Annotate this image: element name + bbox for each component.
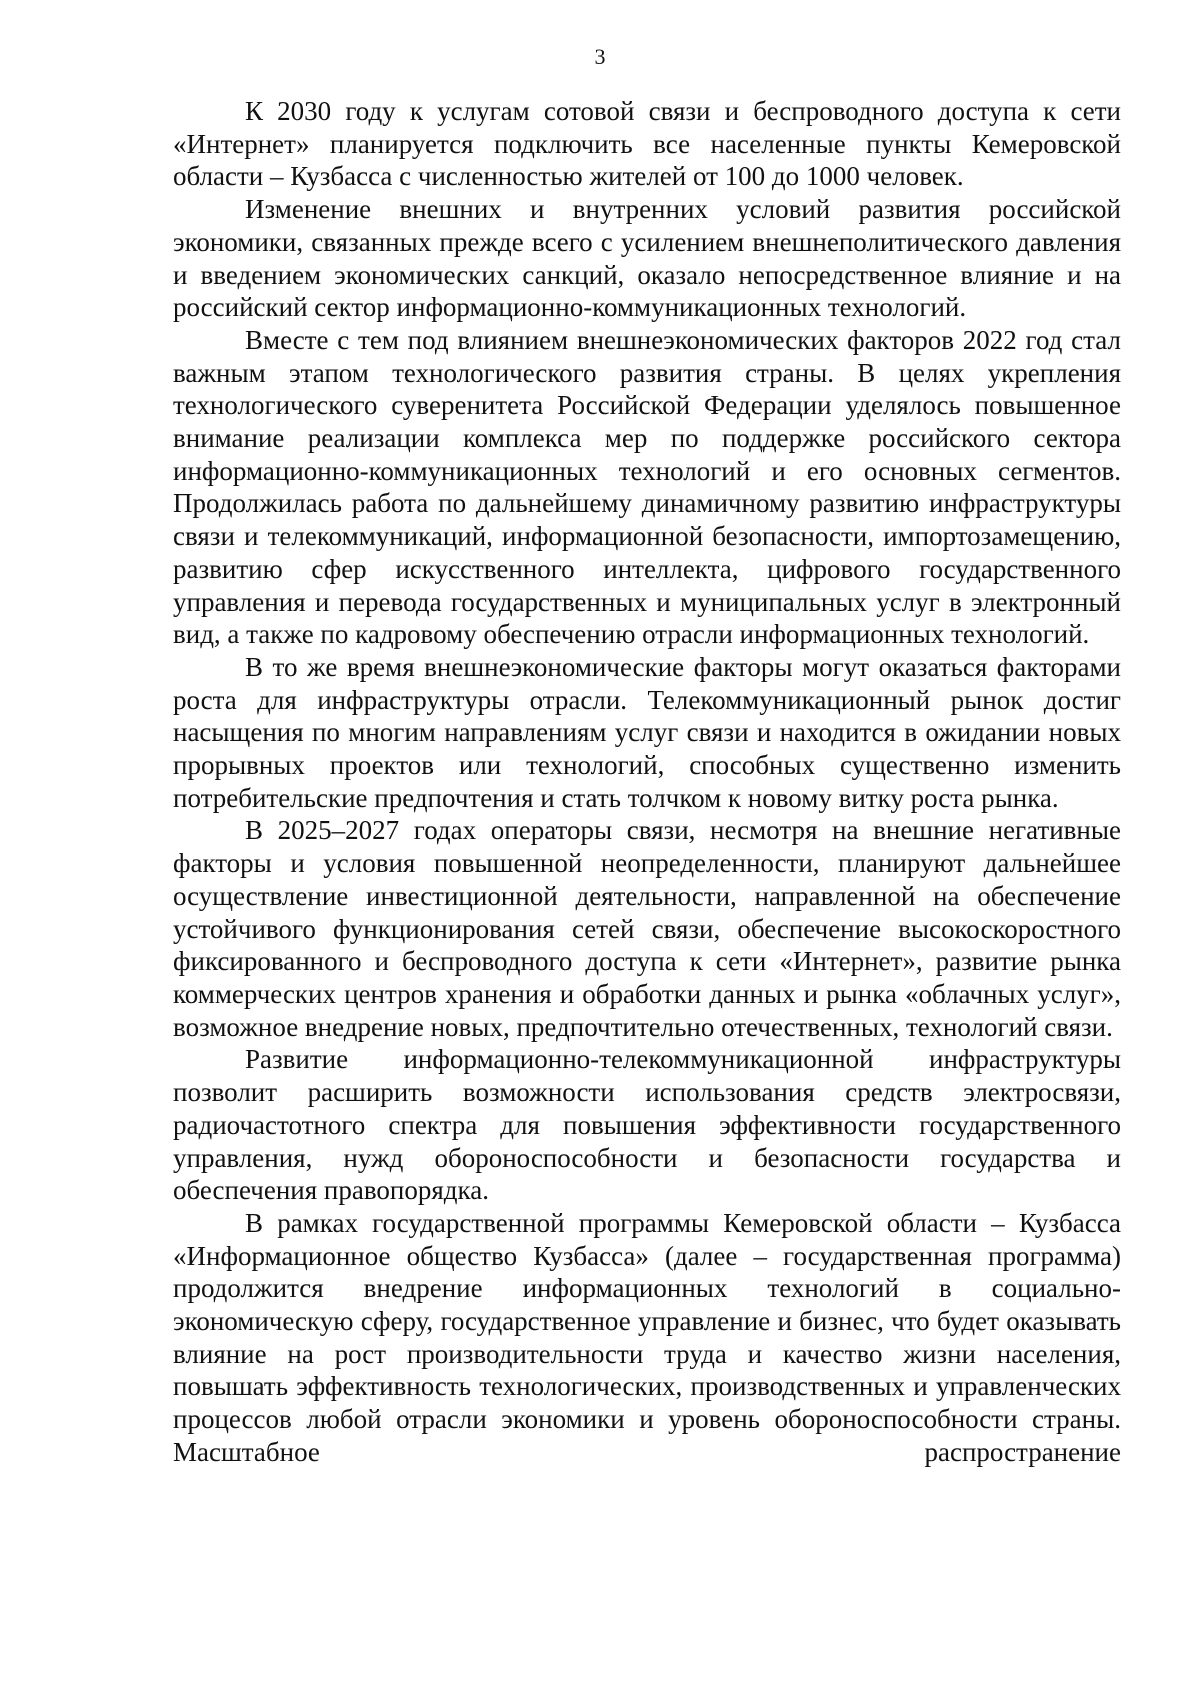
paragraph: Развитие информационно-телекоммуникационной инфраструктуры позволит расширить возможности использования средств электросвязи, радиочастотного спектра для повышения эффективности государственного управления, нужд обороноспособности и безопасности государства и обеспечения правопорядка. — [173, 1044, 1121, 1206]
paragraph: В рамках государственной программы Кемеровской области – Кузбасса «Информационное общество Кузбасса» (далее – государственная программа) продолжится внедрение информационных технологий в социально-экономическую сферу, государственное управление и бизнес, что будет оказывать влияние на рост производительности труда и качество жизни населения, повышать эффективность технологических, производственных и управленческих процессов любой отрасли экономики и уровень обороноспособности страны. Масштабное распространение — [173, 1207, 1121, 1467]
paragraph: К 2030 году к услугам сотовой связи и беспроводного доступа к сети «Интернет» планируется подключить все населенные пункты Кемеровской области – Кузбасса с численностью жителей от 100 до 1000 человек. — [173, 96, 1121, 192]
paragraph: Изменение внешних и внутренних условий развития российской экономики, связанных прежде всего с усилением внешнеполитического давления и введением экономических санкций, оказало непосредственное влияние и на российский сектор информационно-коммуникационных технологий. — [173, 194, 1121, 323]
page-number: 3 — [594, 44, 606, 69]
paragraph: В 2025–2027 годах операторы связи, несмотря на внешние негативные факторы и условия повышенной неопределенности, планируют дальнейшее осуществление инвестиционной деятельности, направленной на обеспечение устойчивого функционирования сетей связи, обеспечение высокоскоростного фиксированного и беспроводного доступа к сети «Интернет», развитие рынка коммерческих центров хранения и обработки данных и рынка «облачных услуг», возможное внедрение новых, предпочтительно отечественных, технологий связи. — [173, 815, 1121, 1042]
paragraph: Вместе с тем под влиянием внешнеэкономических факторов 2022 год стал важным этапом технологического развития страны. В целях укрепления технологического суверенитета Российской Федерации уделялось повышенное внимание реализации комплекса мер по поддержке российского сектора информационно-коммуникационных технологий и его основных сегментов. Продолжилась работа по дальнейшему динамичному развитию инфраструктуры связи и телекоммуникаций, информационной безопасности, импортозамещению, развитию сфер искусственного интеллекта, цифрового государственного управления и перевода государственных и муниципальных услуг в электронный вид, а также по кадровому обеспечению отрасли информационных технологий. — [173, 324, 1121, 650]
paragraph: В то же время внешнеэкономические факторы могут оказаться факторами роста для инфраструктуры отрасли. Телекоммуникационный рынок достиг насыщения по многим направлениям услуг связи и находится в ожидании новых прорывных проектов или технологий, способных существенно изменить потребительские предпочтения и стать толчком к новому витку роста рынка. — [173, 651, 1121, 813]
document-body — [173, 95, 1121, 1469]
